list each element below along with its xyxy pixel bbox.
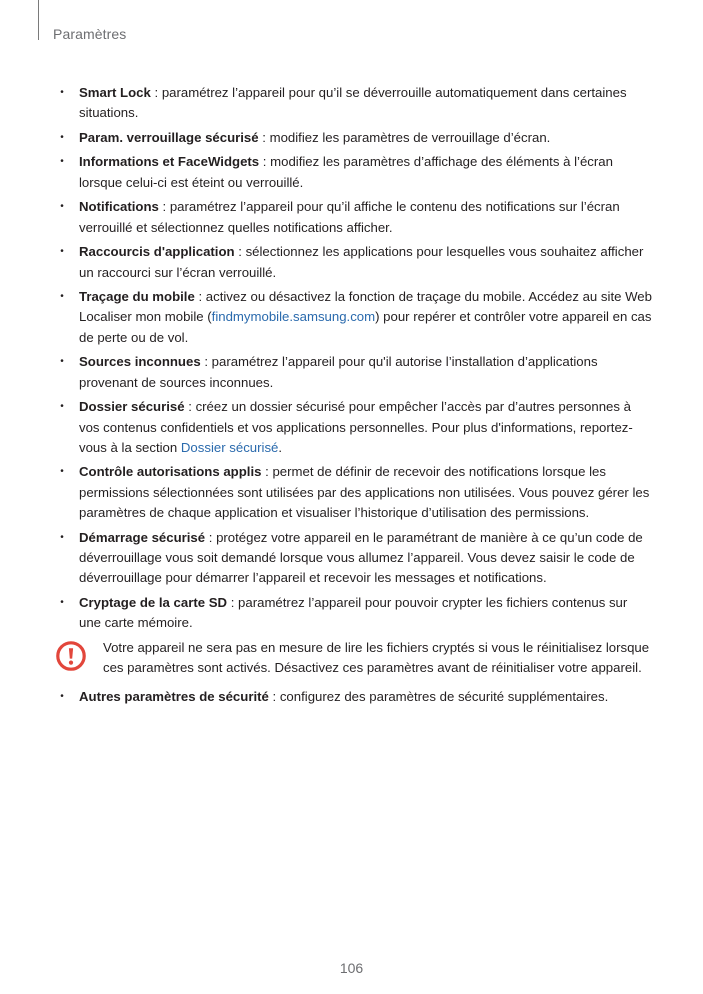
warning-icon bbox=[56, 641, 86, 671]
item-term: Param. verrouillage sécurisé bbox=[79, 129, 259, 145]
item-term: Smart Lock bbox=[79, 85, 151, 100]
bullet-icon: • bbox=[60, 356, 64, 368]
settings-list bbox=[58, 83, 652, 633]
item-term: Sources inconnues bbox=[79, 354, 201, 370]
bullet-icon: • bbox=[60, 246, 64, 258]
item-term: Autres paramètres de sécurité bbox=[79, 689, 269, 705]
item-text-after: . bbox=[278, 439, 283, 455]
list-item bbox=[58, 397, 652, 458]
list-item bbox=[58, 352, 652, 393]
item-text: : paramétrez l’appareil pour pouvoir crypter les fichiers contenus sur une carte mémoire. bbox=[79, 594, 628, 631]
bullet-icon: • bbox=[60, 466, 64, 478]
bullet-icon: • bbox=[60, 87, 64, 98]
page-header: Paramètres bbox=[53, 26, 127, 42]
item-text: : créez un dossier sécurisé pour empêcher l’accès par d’autres personnes à vos contenus confidentiels et vos applications personnelles. Pour plus d'informations, reportez-vous à la section bbox=[79, 399, 633, 455]
list-item bbox=[58, 593, 652, 634]
list-item bbox=[58, 128, 652, 148]
bullet-icon: • bbox=[60, 691, 64, 703]
item-term: Notifications bbox=[79, 199, 159, 215]
item-term: Traçage du mobile bbox=[79, 289, 195, 305]
bullet-icon: • bbox=[60, 201, 64, 213]
item-term: Dossier sécurisé bbox=[79, 399, 185, 415]
item-term: Démarrage sécurisé bbox=[79, 529, 206, 545]
item-text: : modifiez les paramètres d’affichage des éléments à l’écran lorsque celui-ci est éteint ou verrouillé. bbox=[79, 154, 613, 190]
item-term: Informations et FaceWidgets bbox=[79, 154, 260, 170]
item-text: : protégez votre appareil en le paramétrant de manière à ce qu’un code de déverrouillage vous soit demandé lorsque vous allumez l’appareil. Vous devez saisir le code de déverrouillage pour démarrer l’appareil et recevoir les messages et notifications. bbox=[79, 529, 643, 586]
item-text: : permet de définir de recevoir des notifications lorsque les permissions sélectionnées sont utilisées par des applications non utilisées. Vous pouvez gérer les paramètres de chaque application et visualiser l’historique d’utilisation des permissions. bbox=[79, 464, 650, 521]
findmymobile-link[interactable]: findmymobile.samsung.com bbox=[211, 309, 376, 325]
item-text-after: ) pour repérer et contrôler votre appareil en cas de perte ou de vol. bbox=[79, 309, 652, 345]
item-text: : paramétrez l’appareil pour qu'il autorise l’installation d’applications provenant de sources inconnues. bbox=[79, 354, 598, 390]
settings-list-bottom bbox=[58, 687, 652, 707]
item-text: : configurez des paramètres de sécurité supplémentaires. bbox=[268, 689, 609, 705]
item-text: : modifiez les paramètres de verrouillage d’écran. bbox=[258, 129, 551, 145]
bullet-icon: • bbox=[60, 401, 64, 413]
list-item bbox=[58, 83, 652, 124]
page-number: 106 bbox=[339, 960, 364, 976]
list-item bbox=[58, 687, 652, 707]
item-term: Cryptage de la carte SD bbox=[79, 594, 228, 610]
list-item bbox=[58, 287, 652, 348]
list-item bbox=[58, 528, 652, 589]
list-item bbox=[58, 242, 652, 283]
list-item bbox=[58, 197, 652, 238]
header-rule bbox=[38, 0, 39, 40]
bullet-icon: • bbox=[60, 131, 64, 143]
item-text: : sélectionnez les applications pour lesquelles vous souhaitez afficher un raccourci sur l’écran verrouillé. bbox=[79, 244, 644, 280]
item-text: : activez ou désactivez la fonction de traçage du mobile. Accédez au site Web Localiser mon mobile ( bbox=[79, 289, 652, 325]
item-text: : paramétrez l’appareil pour qu’il affiche le contenu des notifications sur l’écran verrouillé et sélectionnez quelles notifications afficher. bbox=[79, 199, 620, 235]
bullet-icon: • bbox=[60, 596, 64, 608]
bullet-icon: • bbox=[60, 291, 64, 303]
list-item bbox=[58, 152, 652, 193]
warning-note bbox=[58, 638, 652, 679]
item-text: : paramétrez l’appareil pour qu’il se déverrouille automatiquement dans certaines situations. bbox=[79, 85, 627, 121]
item-term: Contrôle autorisations applis bbox=[79, 464, 262, 480]
bullet-icon: • bbox=[60, 531, 64, 543]
bullet-icon: • bbox=[60, 156, 64, 168]
secure-folder-link[interactable]: Dossier sécurisé bbox=[180, 439, 279, 455]
list-item bbox=[58, 462, 652, 523]
item-term: Raccourcis d'application bbox=[79, 244, 235, 260]
main-content bbox=[58, 83, 652, 712]
warning-text: Votre appareil ne sera pas en mesure de lire les fichiers cryptés si vous le réinitialisez lorsque ces paramètres sont activés. Désactivez ces paramètres avant de réinitialiser votre appareil. bbox=[103, 639, 650, 675]
